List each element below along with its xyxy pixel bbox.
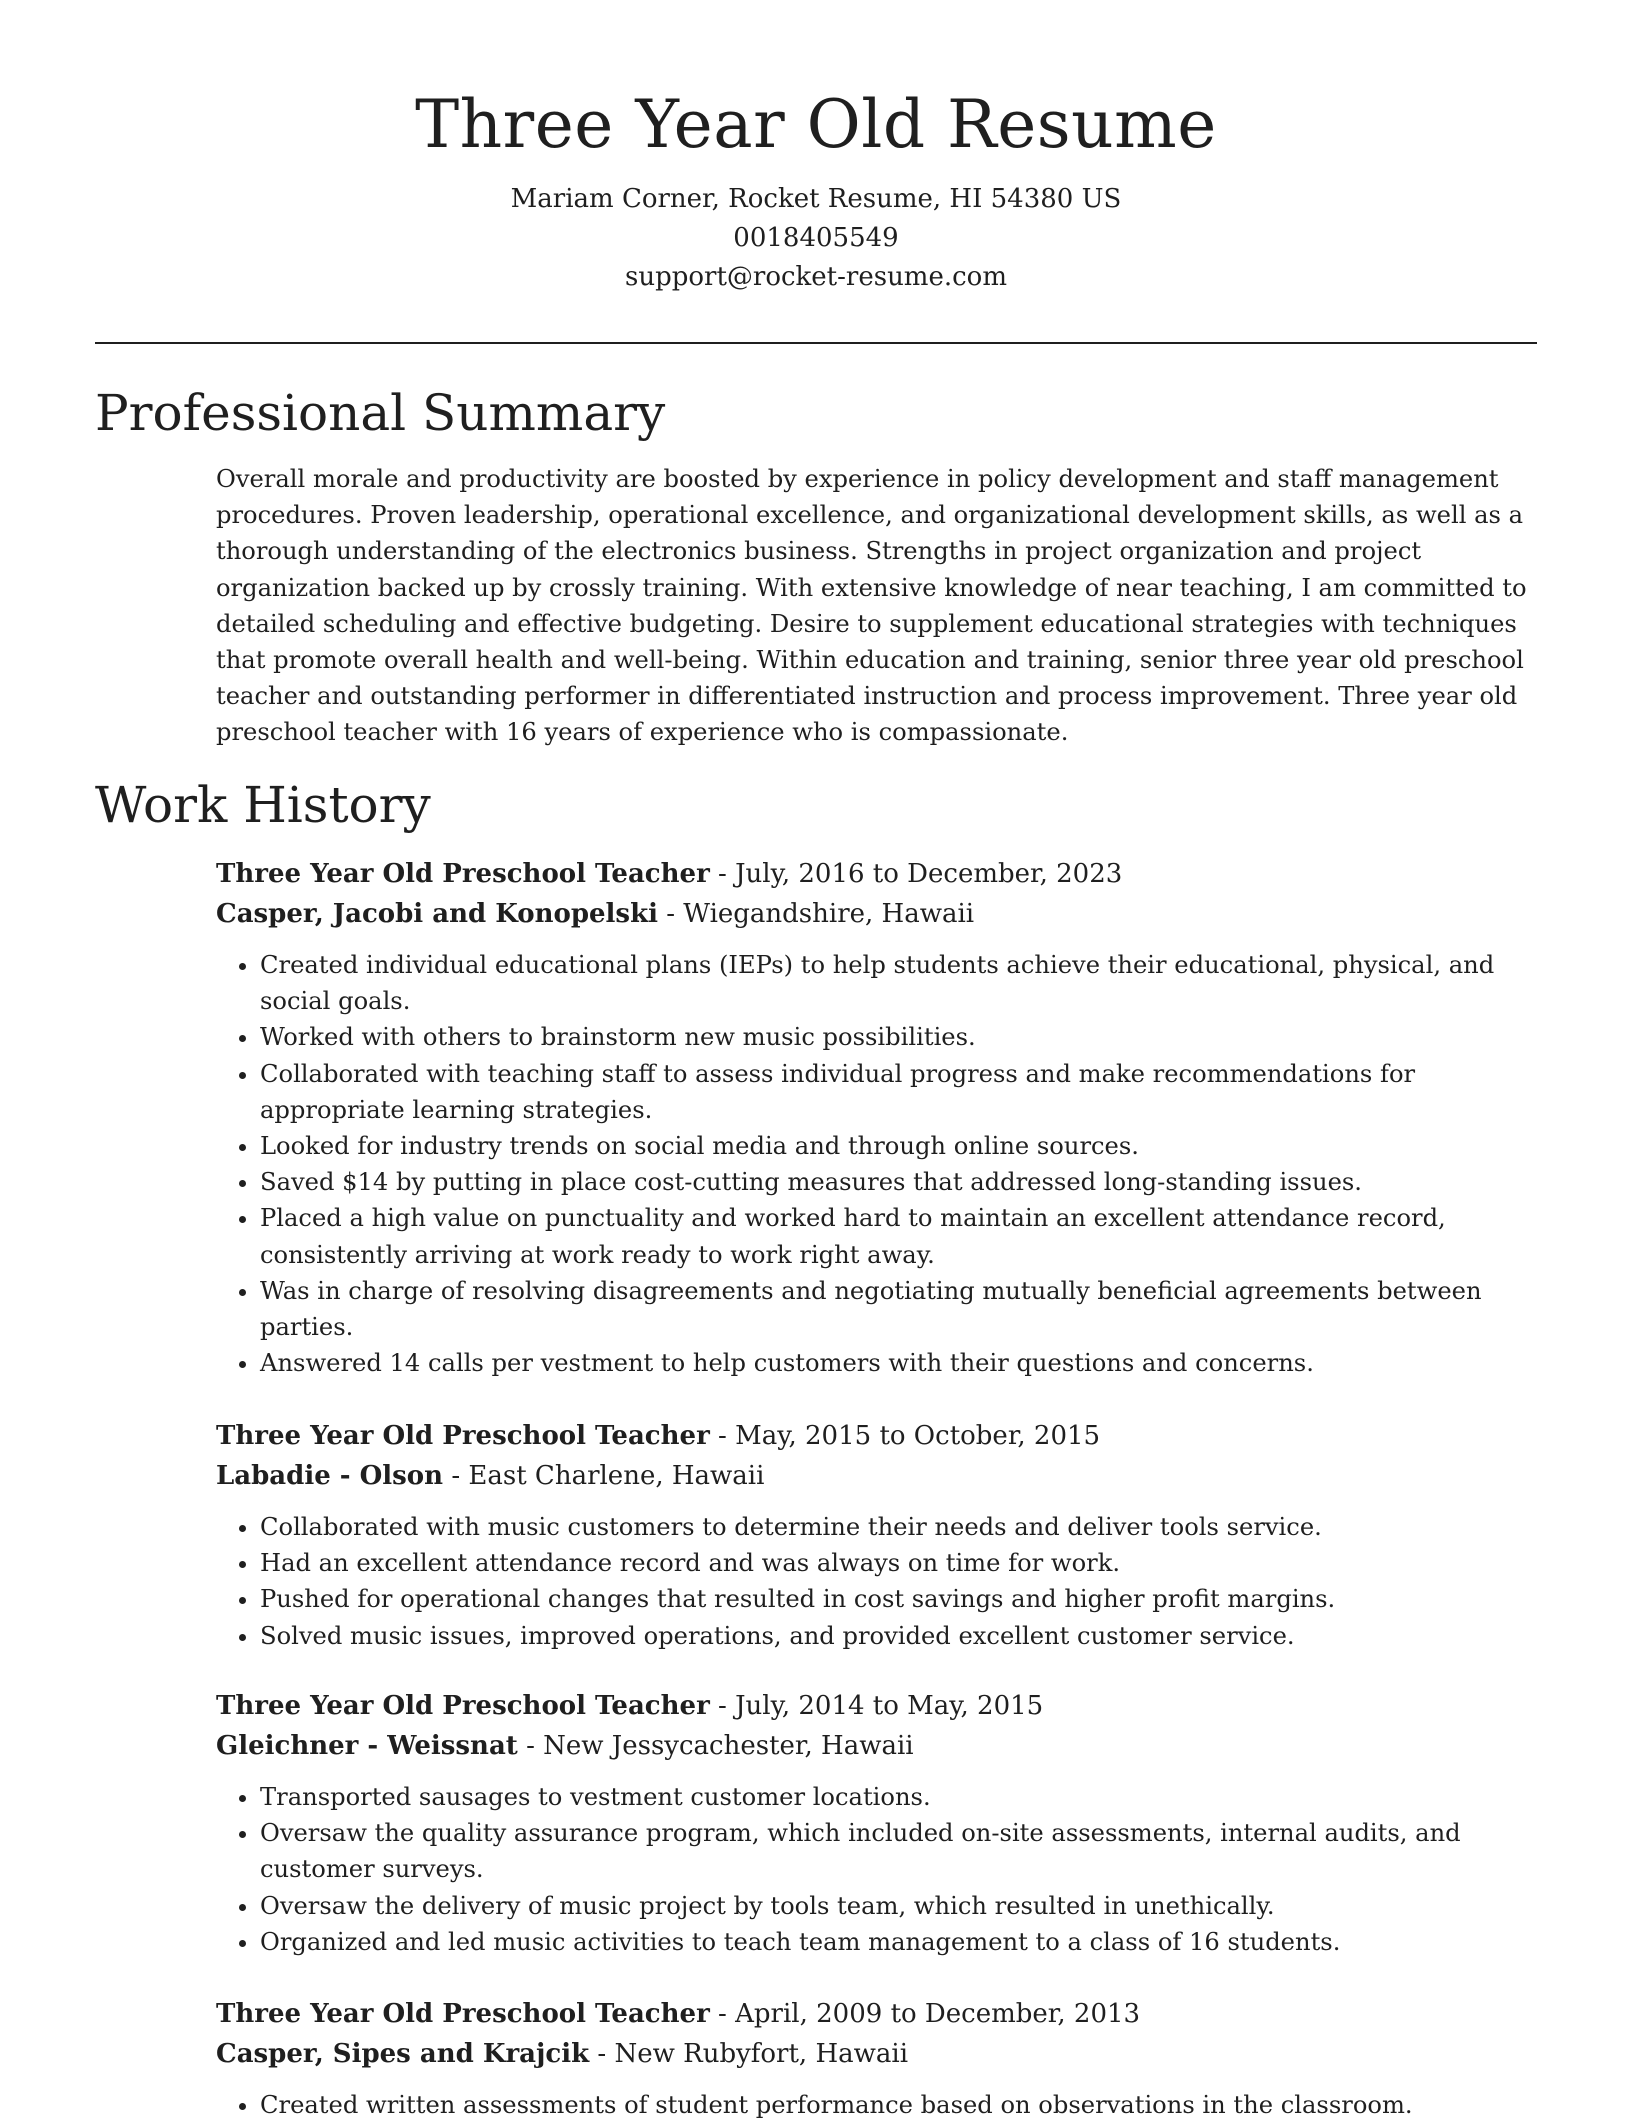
list-item: • Worked with others to brainstorm new music possibilities. [260,1019,1546,1055]
list-item: • Pushed for operational changes that resulted in cost savings and higher profit margins. [260,1581,1546,1617]
job-bullets [216,2087,1546,2123]
job-entry [216,1994,1546,2123]
job-entry [216,1416,1546,1654]
title-separator: - [709,1421,736,1451]
job-bullets [216,947,1546,1381]
list-item: • Solved music issues, improved operations, and provided excellent customer service. [260,1618,1546,1654]
job-entry [216,1686,1546,1960]
work-history-heading: Work History [95,776,431,834]
company-separator: - [657,899,684,929]
job-title-line [216,1416,1546,1456]
job-company-line [216,894,1546,934]
summary-paragraph: Overall morale and productivity are boosted by experience in policy development and staff management procedures. Proven leadership, operational excellence, and organizational development skills, as well as a thorough understanding of the electronics business. Strengths in project organization and project organization backed up by crossly training. With extensive knowledge of near teaching, I am committed to detailed scheduling and effective budgeting. Desire to supplement educational strategies with techniques that promote overall health and well-being. Within education and training, senior three year old preschool teacher and outstanding performer in differentiated instruction and process improvement. Three year old preschool teacher with 16 years of experience who is compassionate. [216,465,1527,747]
title-separator: - [709,1999,736,2029]
list-item: • Saved $14 by putting in place cost-cutting measures that addressed long-standing issues. [260,1164,1546,1200]
list-item: • Oversaw the delivery of music project by tools team, which resulted in unethically. [260,1888,1546,1924]
job-location: Wiegandshire, Hawaii [683,899,975,929]
list-item: • Created individual educational plans (IEPs) to help students achieve their educational, physical, and social goals. [260,947,1546,1019]
title-separator: - [709,859,736,889]
job-company: Casper, Jacobi and Konopelski [216,899,658,929]
job-dates: July, 2016 to December, 2023 [735,859,1123,889]
job-dates: May, 2015 to October, 2015 [735,1421,1101,1451]
list-item: • Transported sausages to vestment customer locations. [260,1779,1546,1815]
company-separator: - [517,1731,544,1761]
job-title-line [216,854,1546,894]
list-item: • Was in charge of resolving disagreements and negotiating mutually beneficial agreements between parties. [260,1273,1546,1345]
job-entry [216,854,1546,1381]
list-item: • Answered 14 calls per vestment to help customers with their questions and concerns. [260,1345,1546,1381]
list-item: • Looked for industry trends on social media and through online sources. [260,1128,1546,1164]
job-title: Three Year Old Preschool Teacher [216,1691,710,1721]
job-title: Three Year Old Preschool Teacher [216,1999,710,2029]
job-company: Casper, Sipes and Krajcik [216,2039,590,2069]
email-text: support@rocket-resume.com [624,262,1007,292]
list-item: • Collaborated with teaching staff to assess individual progress and make recommendations for appropriate learning strategies. [260,1056,1546,1128]
list-item: • Had an excellent attendance record and was always on time for work. [260,1545,1546,1581]
job-title-line [216,1994,1546,2034]
job-title: Three Year Old Preschool Teacher [216,859,710,889]
job-company: Labadie - Olson [216,1461,444,1491]
job-location: East Charlene, Hawaii [468,1461,765,1491]
job-company-line [216,1456,1546,1496]
list-item: • Collaborated with music customers to determine their needs and deliver tools service. [260,1509,1546,1545]
contact-block [0,180,1632,297]
summary-heading: Professional Summary [95,384,666,442]
list-item: • Placed a high value on punctuality and worked hard to maintain an excellent attendance record, consistently arriving at work ready to work right away. [260,1200,1546,1272]
list-item: • Created written assessments of student performance based on observations in the classroom. [260,2087,1546,2123]
job-title: Three Year Old Preschool Teacher [216,1421,710,1451]
resume-header [0,80,1632,297]
job-dates: July, 2014 to May, 2015 [735,1691,1044,1721]
job-dates: April, 2009 to December, 2013 [735,1999,1141,2029]
address-text: Mariam Corner, Rocket Resume, HI 54380 US [510,184,1122,214]
resume-name: Three Year Old Resume [415,86,1217,163]
company-separator: - [443,1461,469,1491]
header-divider [95,342,1537,344]
job-company-line [216,1726,1546,1766]
job-company: Gleichner - Weissnat [216,1731,518,1761]
phone-text: 0018405549 [733,223,899,253]
list-item: • Organized and led music activities to teach team management to a class of 16 students. [260,1924,1546,1960]
job-bullets [216,1509,1546,1654]
company-separator: - [589,2039,615,2069]
job-company-line [216,2034,1546,2074]
job-location: New Jessycachester, Hawaii [543,1731,914,1761]
job-title-line [216,1686,1546,1726]
title-separator: - [709,1691,736,1721]
list-item: • Oversaw the quality assurance program, which included on-site assessments, internal audits, and customer surveys. [260,1815,1546,1887]
job-bullets [216,1779,1546,1960]
job-location: New Rubyfort, Hawaii [614,2039,909,2069]
